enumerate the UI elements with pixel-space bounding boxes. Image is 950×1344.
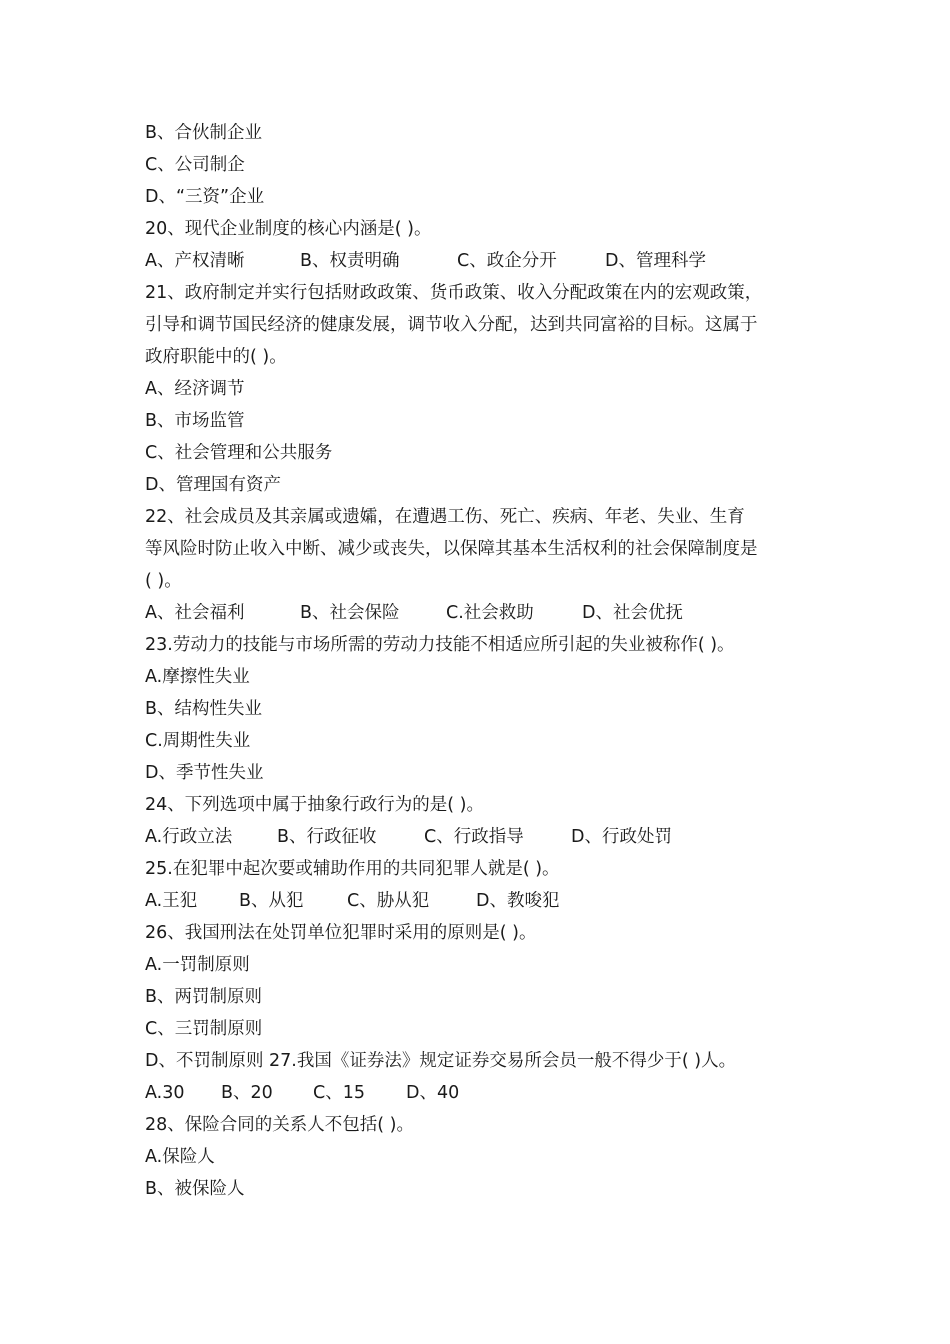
option-line: B、市场监管 bbox=[145, 411, 245, 431]
option-a: A、社会福利 bbox=[145, 603, 245, 623]
option-c: C、政企分开 bbox=[457, 251, 557, 271]
option-c: C、胁从犯 bbox=[347, 891, 430, 911]
option-line: A.摩擦性失业 bbox=[145, 667, 250, 687]
question-23: 23.劳动力的技能与市场所需的劳动力技能不相适应所引起的失业被称作( )。 bbox=[145, 635, 735, 655]
question-25-options bbox=[145, 885, 815, 917]
question-22-line-3: ( )。 bbox=[145, 571, 182, 591]
option-a: A.行政立法 bbox=[145, 827, 233, 847]
option-d: D、社会优抚 bbox=[582, 603, 683, 623]
question-22-line-2: 等风险时防止收入中断、减少或丧失，以保障其基本生活权利的社会保障制度是 bbox=[145, 539, 758, 559]
option-line: C、社会管理和公共服务 bbox=[145, 443, 333, 463]
question-27-options bbox=[145, 1077, 815, 1109]
question-21-line-1: 21、政府制定并实行包括财政政策、货币政策、收入分配政策在内的宏观政策， bbox=[145, 283, 763, 303]
document-page bbox=[145, 117, 815, 1205]
option-b: B、权责明确 bbox=[300, 251, 400, 271]
option-line: B、两罚制原则 bbox=[145, 987, 263, 1007]
option-b: B、社会保险 bbox=[300, 603, 400, 623]
option-line: A、经济调节 bbox=[145, 379, 245, 399]
option-and-question-27: D、不罚制原则 27.我国《证券法》规定证券交易所会员一般不得少于( )人。 bbox=[145, 1051, 737, 1071]
option-d: D、教唆犯 bbox=[476, 891, 560, 911]
question-21-line-2: 引导和调节国民经济的健康发展，调节收入分配，达到共同富裕的目标。这属于 bbox=[145, 315, 758, 335]
option-line: B、结构性失业 bbox=[145, 699, 263, 719]
question-20: 20、现代企业制度的核心内涵是( )。 bbox=[145, 219, 432, 239]
question-21-line-3: 政府职能中的( )。 bbox=[145, 347, 287, 367]
option-b: B、20 bbox=[221, 1083, 273, 1103]
question-28: 28、保险合同的关系人不包括( )。 bbox=[145, 1115, 414, 1135]
option-line: B、被保险人 bbox=[145, 1179, 245, 1199]
option-line: C、三罚制原则 bbox=[145, 1019, 263, 1039]
question-24: 24、下列选项中属于抽象行政行为的是( )。 bbox=[145, 795, 484, 815]
option-line: C.周期性失业 bbox=[145, 731, 251, 751]
question-24-options bbox=[145, 821, 815, 853]
option-b: B、从犯 bbox=[239, 891, 304, 911]
option-line: D、“三资”企业 bbox=[145, 187, 265, 207]
question-25: 25.在犯罪中起次要或辅助作用的共同犯罪人就是( )。 bbox=[145, 859, 560, 879]
option-d: D、行政处罚 bbox=[571, 827, 672, 847]
option-line: D、管理国有资产 bbox=[145, 475, 281, 495]
option-c: C、15 bbox=[313, 1083, 365, 1103]
question-22-line-1: 22、社会成员及其亲属或遗孀，在遭遇工伤、死亡、疾病、年老、失业、生育 bbox=[145, 507, 745, 527]
question-20-options bbox=[145, 245, 815, 277]
question-22-options bbox=[145, 597, 815, 629]
option-line: B、合伙制企业 bbox=[145, 123, 263, 143]
option-line: A.一罚制原则 bbox=[145, 955, 250, 975]
option-a: A.王犯 bbox=[145, 891, 198, 911]
option-line: A.保险人 bbox=[145, 1147, 215, 1167]
option-b: B、行政征收 bbox=[277, 827, 377, 847]
option-a: A.30 bbox=[145, 1083, 185, 1103]
question-26: 26、我国刑法在处罚单位犯罪时采用的原则是( )。 bbox=[145, 923, 537, 943]
option-c: C、行政指导 bbox=[424, 827, 524, 847]
option-line: D、季节性失业 bbox=[145, 763, 264, 783]
option-d: D、40 bbox=[406, 1083, 460, 1103]
option-d: D、管理科学 bbox=[605, 251, 706, 271]
option-line: C、公司制企 bbox=[145, 155, 245, 175]
option-a: A、产权清晰 bbox=[145, 251, 245, 271]
option-c: C.社会救助 bbox=[446, 603, 534, 623]
